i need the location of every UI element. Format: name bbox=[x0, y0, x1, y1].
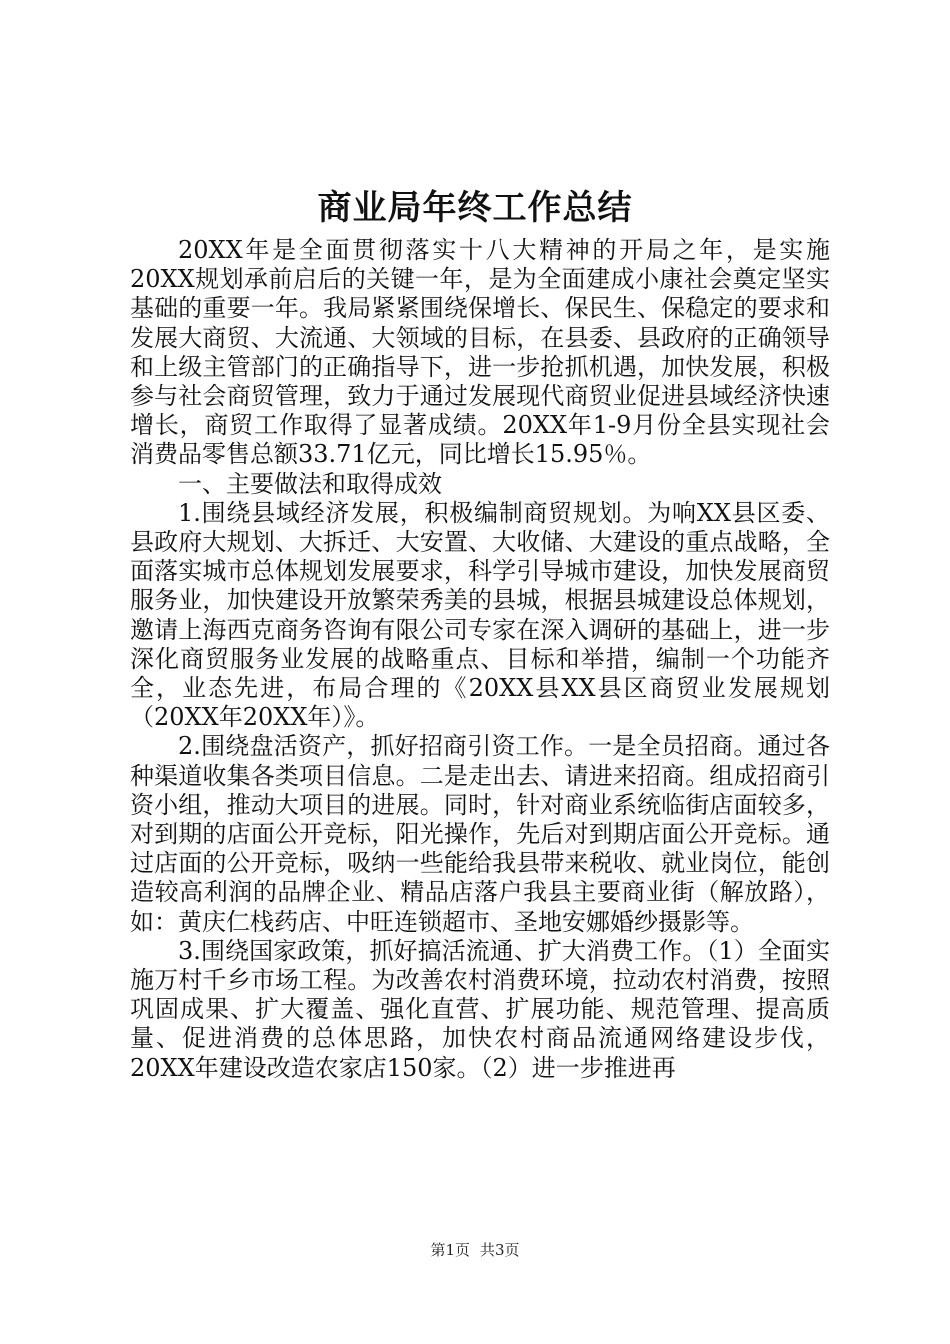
document-body bbox=[130, 236, 830, 1083]
page-number: 第1页 bbox=[430, 1241, 470, 1259]
paragraph-item-2: 2.围绕盘活资产，抓好招商引资工作。一是全员招商。通过各种渠道收集各类项目信息。二是走出去、请进来招商。组成招商引资小组，推动大项目的进展。同时，针对商业系统临街店面较多，对到期的店面公开竞标，阳光操作，先后对到期店面公开竞标。通过店面的公开竞标，吸纳一些能给我县带来税收、就业岗位，能创造较高利润的品牌企业、精品店落户我县主要商业街（解放路），如：黄庆仁栈药店、中旺连锁超市、圣地安娜婚纱摄影等。 bbox=[130, 732, 830, 936]
page-footer bbox=[0, 1240, 950, 1260]
section-heading: 一、主要做法和取得成效 bbox=[178, 469, 442, 498]
paragraph-intro: 20XX年是全面贯彻落实十八大精神的开局之年，是实施20XX规划承前启后的关键一年，是为全面建成小康社会奠定坚实基础的重要一年。我局紧紧围绕保增长、保民生、保稳定的要求和发展大商贸、大流通、大领域的目标，在县委、县政府的正确领导和上级主管部门的正确指导下，进一步抢抓机遇，加快发展，积极参与社会商贸管理，致力于通过发展现代商贸业促进县域经济快速增长，商贸工作取得了显著成绩。20XX年1-9月份全县实现社会消费品零售总额33.71亿元，同比增长15.95％。 bbox=[130, 236, 830, 469]
document-title: 商业局年终工作总结 bbox=[317, 188, 633, 228]
paragraph-item-1: 1.围绕县域经济发展，积极编制商贸规划。为响XX县区委、县政府大规划、大拆迁、大安置、大收储、大建设的重点战略，全面落实城市总体规划发展要求，科学引导城市建设，加快发展商贸服务业，加快建设开放繁荣秀美的县城，根据县城建设总体规划，邀请上海西克商务咨询有限公司专家在深入调研的基础上，进一步深化商贸服务业发展的战略重点、目标和举措，编制一个功能齐全，业态先进，布局合理的《20XX县XX县区商贸业发展规划（20XX年20XX年）》。 bbox=[130, 498, 830, 732]
page-total: 共3页 bbox=[480, 1241, 520, 1259]
paragraph-item-3: 3.围绕国家政策，抓好搞活流通、扩大消费工作。（1）全面实施万村千乡市场工程。为改善农村消费环境，拉动农村消费，按照巩固成果、扩大覆盖、强化直营、扩展功能、规范管理、提高质量、促进消费的总体思路，加快农村商品流通网络建设步伐，20XX年建设改造农家店150家。（2）进一步推进再 bbox=[130, 936, 830, 1082]
